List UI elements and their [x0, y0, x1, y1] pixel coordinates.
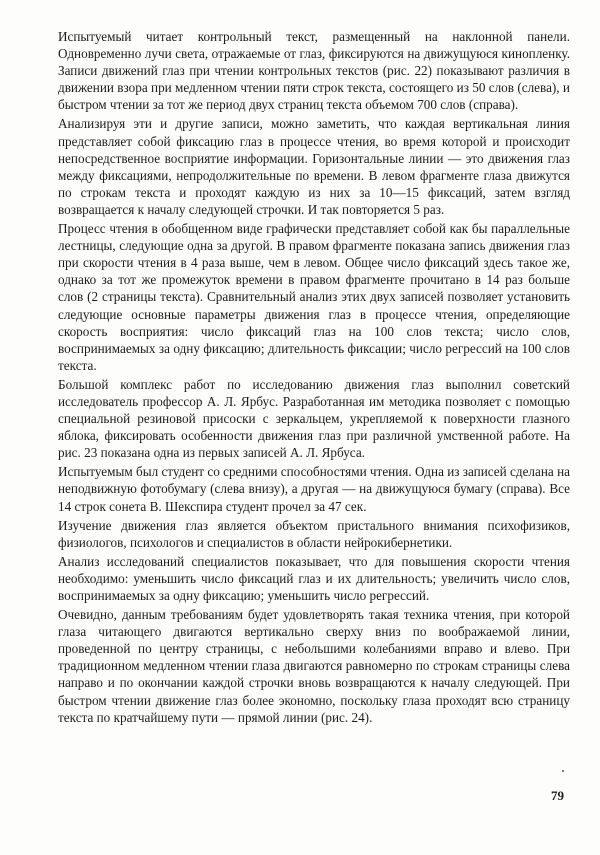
paragraph-7: Анализ исследований специалистов показывает, что для повышения скорости чтения необходимо: уменьшить число фиксаций глаз и их длительность; увеличить число слов, воспринимаемых за одну фиксацию; уменьшить число регрессий.: [58, 553, 570, 603]
paragraph-4: Большой комплекс работ по исследованию движения глаз выполнил советский исследователь профессор А. Л. Ярбус. Разработанная им методика позволяет с помощью специальной резиновой присоски с зеркальцем, укрепляемой к поверхности глазного яблока, фиксировать особенности движения глаз при различной умственной работе. На рис. 23 показана одна из первых записей А. Л. Ярбуса.: [58, 376, 570, 461]
paragraph-1: Испытуемый читает контрольный текст, размещенный на наклонной панели. Одновременно лучи света, отражаемые от глаз, фиксируются на движущуюся кинопленку. Записи движений глаз при чтении контрольных текстов (рис. 22) показывают различия в движении взора при медленном чтении пяти строк текста, состоящего из 50 слов (слева), и быстром чтении за тот же период двух страниц текста объемом 700 слов (справа).: [58, 29, 570, 113]
page-number: 79: [551, 788, 564, 803]
body-text: [58, 28, 570, 728]
paragraph-6: Изучение движения глаз является объектом пристального внимания психофизиков, физиологов, психологов и специалистов в области нейрокибернетики.: [58, 517, 570, 550]
paragraph-3: Процесс чтения в обобщенном виде графически представляет собой как бы параллельные лестницы, следующие одна за другой. В правом фрагменте показана запись движения глаз при скорости чтения в 4 раза выше, чем в левом. Общее число фиксаций здесь такое же, однако за тот же промежуток времени в правом фрагменте прочитано в 14 раз больше слов (2 страницы текста). Сравнительный анализ этих двух записей позволяет установить следующие основные параметры движения глаз в процессе чтения, определяющие скорость восприятия: число фиксаций глаз на 100 слов текста; число слов, воспринимаемых за одну фиксацию; длительность фиксации; число регрессий на 100 слов текста.: [58, 221, 570, 373]
paragraph-5: Испытуемым был студент со средними способностями чтения. Одна из записей сделана на неподвижную фотобумагу (слева внизу), а другая — на движущуюся бумагу (справа). Все 14 строк сонета В. Шекспира студент прочел за 47 сек.: [58, 464, 570, 514]
paragraph-8: Очевидно, данным требованиям будет удовлетворять такая техника чтения, при которой глаза читающего двигаются вертикально сверху вниз по воображаемой линии, проведенной по центру страницы, с небольшими колебаниями вправо и влево. При традиционном медленном чтении глаза двигаются равномерно по строкам страницы слева направо и по окончании каждой строчки вновь возвращаются к началу следующей. При быстром чтении движение глаз более экономно, поскольку глаза проходят всю страницу текста по кратчайшему пути — прямой линии (рис. 24).: [58, 607, 570, 725]
paragraph-2: Анализируя эти и другие записи, можно заметить, что каждая вертикальная линия представляет собой фиксацию глаз в процессе чтения, во время которой и происходит непосредственное восприятие информации. Горизонтальные линии — это движения глаз между фиксациями, непродолжительные по времени. В левом фрагменте глаза движутся по строкам текста и проходят каждую из них за 10—15 фиксаций, затем взгляд возвращается к началу следующей строчки. И так повторяется 5 раз.: [58, 116, 570, 217]
print-speck: [562, 770, 564, 772]
